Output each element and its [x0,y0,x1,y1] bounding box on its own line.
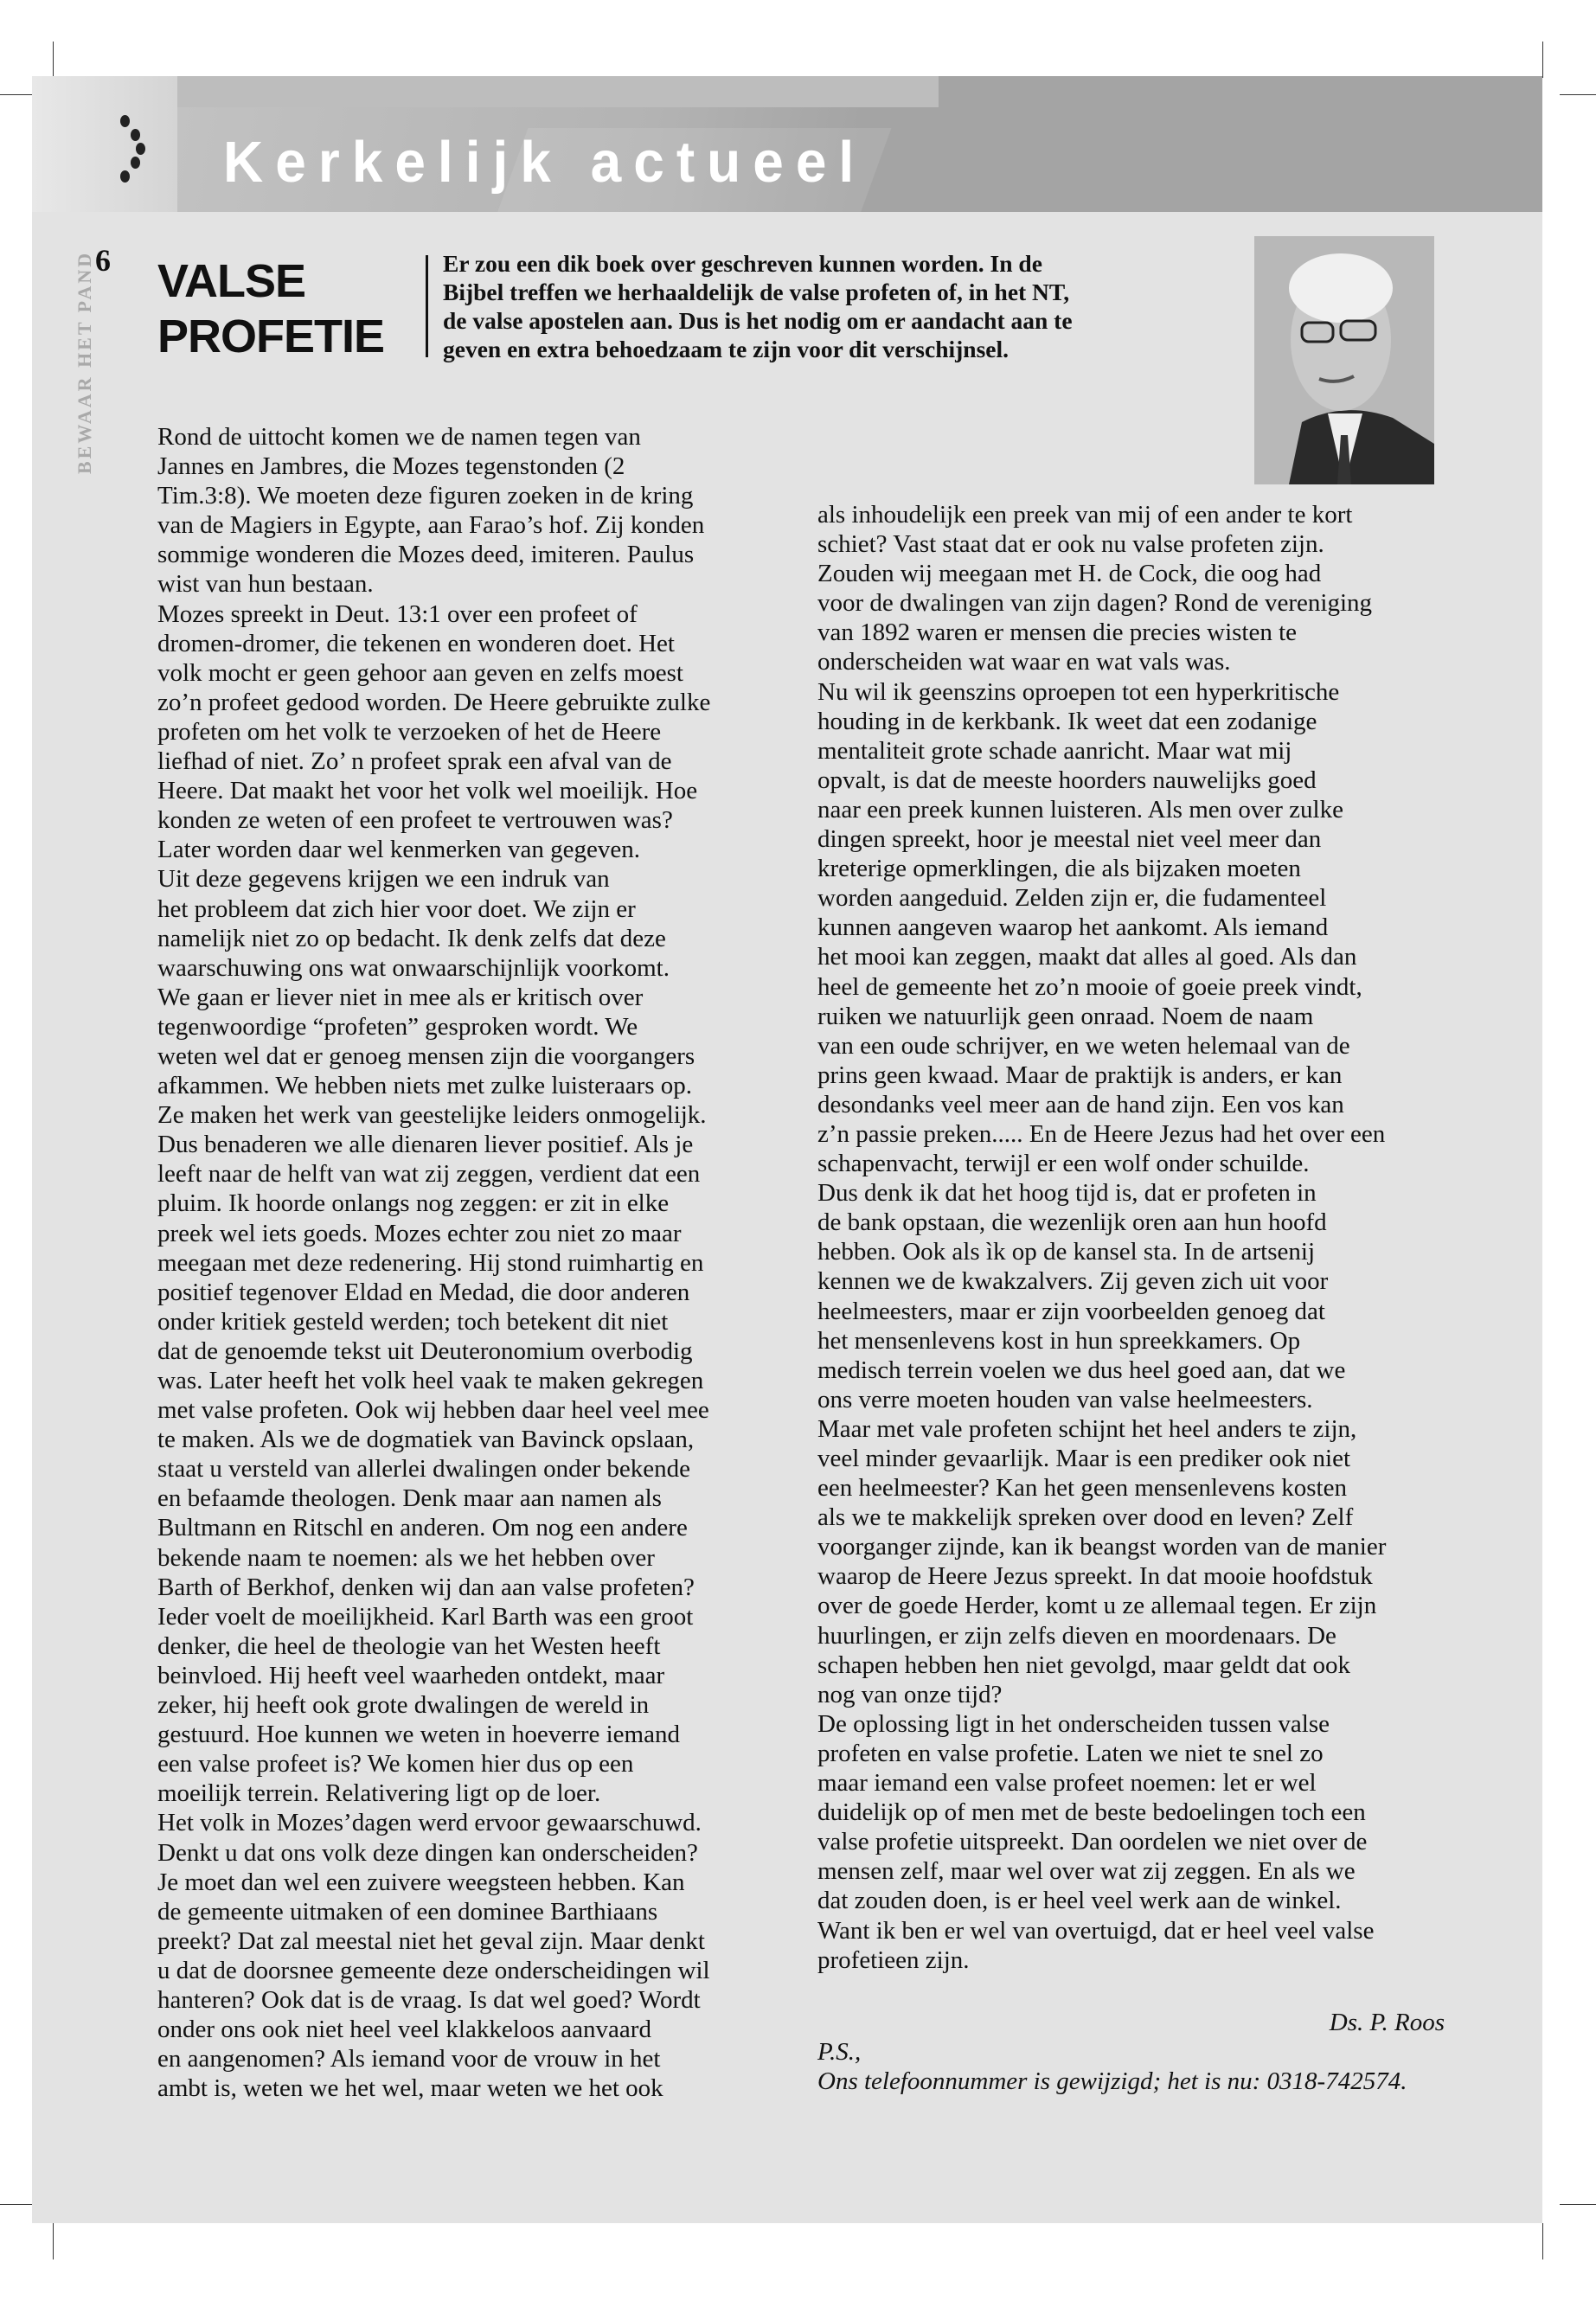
text-line: preekt? Dat zal meestal niet het geval zijn. Maar denkt [157,1926,705,1955]
crop-mark [1560,2204,1596,2205]
intro-line: geven en extra behoedzaam te zijn voor dit verschijnsel. [443,336,1010,362]
text-line: zo’n profeet gedood worden. De Heere gebruikte zulke [157,688,711,716]
text-line: en befaamde theologen. Denk maar aan namen als [157,1484,662,1513]
text-line: de bank opstaan, die wezenlijk oren aan hun hoofd [817,1208,1327,1237]
text-line: Uit deze gegevens krijgen we een indruk van [157,865,610,894]
text-line: duidelijk op of men met de beste bedoelingen toch een [817,1798,1366,1827]
text-line: weten wel dat er genoeg mensen zijn die voorgangers [157,1042,695,1070]
text-line: met valse profeten. Ook wij hebben daar heel veel mee [157,1396,709,1425]
text-line: konden ze weten of een profeet te vertrouwen was? [157,806,673,835]
text-line: schapen hebben hen niet gevolgd, maar geldt dat ook [817,1650,1351,1679]
text-line: Dus benaderen we alle dienaren liever positief. Als je [157,1131,694,1159]
text-line: staat u versteld van allerlei dwalingen onder bekende [157,1455,691,1484]
text-line: maar iemand een valse profeet noemen: let er wel [817,1769,1317,1798]
magazine-page [32,76,1542,2223]
crop-mark [53,42,54,78]
text-line: naar een preek kunnen luisteren. Als men over zulke [817,795,1343,824]
text-line: wist van hun bestaan. [157,570,374,599]
text-line: de gemeente uitmaken of een dominee Barthiaans [157,1897,658,1926]
article-heading [157,253,384,364]
text-line: profeten om het volk te verzoeken of het de Heere [157,717,662,746]
text-line: het mooi kan zeggen, maakt dat alles al goed. Als dan [817,943,1357,971]
text-line: heel de gemeente het zo’n mooie of goeie preek vindt, [817,972,1362,1001]
intro-line: Bijbel treffen we herhaaldelijk de valse profeten of, in het NT, [443,279,1070,305]
text-line: kunnen aangeven waarop het aankomt. Als iemand [817,913,1329,942]
text-line: We gaan er liever niet in mee als er kritisch over [157,983,644,1011]
banner-strip [177,76,939,107]
text-line: opvalt, is dat de meeste hoorders nauwelijks goed [817,766,1317,794]
text-line: het mensenlevens kost in hun spreekkamers. Op [817,1326,1301,1355]
text-line: tegenwoordige “profeten” gesproken wordt. We [157,1012,638,1041]
text-line: beinvloed. Hij heeft veel waarheden ontdekt, maar [157,1661,665,1689]
text-line: Maar met vale profeten schijnt het heel anders te zijn, [817,1414,1357,1443]
text-line: veel minder gevaarlijk. Maar is een prediker ook niet [817,1445,1351,1472]
text-line: een valse profeet is? We komen hier dus op een [157,1750,634,1779]
text-line: Nu wil ik geenszins oproepen tot een hyperkritische [817,677,1340,706]
text-line: worden aangeduid. Zelden zijn er, die fudamenteel [817,884,1327,913]
text-line: dromen-dromer, die tekenen en wonderen doet. Het [157,629,675,657]
text-line: Rond de uittocht komen we de namen tegen van [157,423,641,451]
text-line: waarop de Heere Jezus spreekt. In dat mooie hoofdstuk [817,1562,1373,1591]
text-line: ons verre moeten houden van valse heelmeesters. [817,1385,1313,1413]
ps-text: Ons telefoonnummer is gewijzigd; het is nu: 0318-742574. [817,2067,1407,2095]
text-line: hebben. Ook als ìk op de kansel sta. In de artsenij [817,1238,1316,1266]
author-signature: Ds. P. Roos [1329,2009,1445,2036]
text-line: onder ons ook niet heel veel klakkeloos aanvaard [157,2016,651,2044]
crop-mark [0,2204,36,2205]
text-line: als we te makkelijk spreken over dood en leven? Zelf [817,1503,1354,1532]
text-line: gestuurd. Hoe kunnen we weten in hoeverre iemand [157,1721,680,1749]
text-line: dingen spreekt, hoor je meestal niet veel meer dan [817,825,1322,854]
text-line: afkammen. We hebben niets met zulke luisteraars op. [157,1072,693,1100]
crop-mark [0,94,36,95]
text-line: huurlingen, er zijn zelfs dieven en moordenaars. De [817,1621,1336,1650]
header-left-panel [32,76,177,212]
text-line: moeilijk terrein. Relativering ligt op de loer. [157,1779,601,1808]
text-line: Later worden daar wel kenmerken van gegeven. [157,836,640,864]
text-line: Tim.3:8). We moeten deze figuren zoeken in de kring [157,482,694,510]
section-title: Kerkelijk actueel [223,129,867,195]
text-line: dat zouden doen, is er heel veel werk aan de winkel. [817,1887,1342,1915]
text-line: denker, die heel de theologie van het Westen heeft [157,1631,661,1660]
text-line: Ze maken het werk van geestelijke leiders onmogelijk. [157,1101,707,1130]
text-line: preek wel iets goeds. Mozes echter zou niet zo maar [157,1219,682,1247]
text-line: Jannes en Jambres, die Mozes tegenstonden (2 [157,452,625,481]
text-line: desondanks veel meer aan de hand zijn. Een vos kan [817,1090,1344,1118]
text-line: van 1892 waren er mensen die precies wisten te [817,619,1298,647]
article-column-right [817,500,1386,1975]
text-line: bekende naam te noemen: als we het hebben over [157,1543,655,1572]
text-line: Heere. Dat maakt het voor het volk wel moeilijk. Hoe [157,777,698,805]
text-line: Ieder voelt de moeilijkheid. Karl Barth was een groot [157,1602,694,1631]
text-line: Dus denk ik dat het hoog tijd is, dat er profeten in [817,1179,1317,1208]
text-line: pluim. Ik hoorde onlangs nog zeggen: er zit in elke [157,1189,670,1218]
text-line: ambt is, weten we het wel, maar weten we het ook [157,2074,663,2103]
heading-line: VALSE [157,255,306,307]
article-intro [443,249,1239,363]
divider [426,255,428,357]
text-line: positief tegenover Eldad en Medad, die door anderen [157,1278,690,1306]
crop-mark [1560,94,1596,95]
text-line: nog van onze tijd? [817,1680,1003,1708]
author-portrait-photo [1254,236,1434,484]
text-line: voor de dwalingen van zijn dagen? Rond de vereniging [817,589,1373,618]
text-line: sommige wonderen die Mozes deed, imiteren. Paulus [157,541,695,569]
text-line: ruiken we natuurlijk geen onraad. Noem de naam [817,1002,1314,1030]
text-line: profeten en valse profetie. Laten we niet te snel zo [817,1739,1324,1767]
text-line: waarschuwing ons wat onwaarschijnlijk voorkomt. [157,953,670,982]
text-line: Want ik ben er wel van overtuigd, dat er heel veel valse [817,1916,1375,1945]
text-line: leeft naar de helft van wat zij zeggen, verdient dat een [157,1160,701,1189]
text-line: medisch terrein voelen we dus heel goed aan, dat we [817,1356,1346,1384]
text-line: over de goede Herder, komt u ze allemaal tegen. Er zijn [817,1592,1377,1620]
text-line: was. Later heeft het volk heel vaak te maken gekregen [157,1367,704,1394]
text-line: schiet? Vast staat dat er ook nu valse profeten zijn. [817,530,1324,559]
text-line: onderscheiden wat waar en wat vals was. [817,648,1231,676]
text-line: schapenvacht, terwijl er een wolf onder schuilde. [817,1150,1310,1178]
text-line: een heelmeester? Kan het geen mensenlevens kosten [817,1474,1347,1503]
text-line: hanteren? Ook dat is de vraag. Is dat wel goed? Wordt [157,1985,701,2014]
text-line: kreterige opmerklingen, die als bijzaken moeten [817,855,1301,883]
text-line: liefhad of niet. Zo’ n profeet sprak een afval van de [157,747,672,776]
text-line: te maken. Als we de dogmatiek van Bavinck opslaan, [157,1426,695,1454]
text-line: het probleem dat zich hier voor doet. We zijn er [157,894,636,923]
crop-mark [1542,42,1543,78]
intro-line: Er zou een dik boek over geschreven kunnen worden. In de [443,250,1042,277]
text-line: Barth of Berkhof, denken wij dan aan valse profeten? [157,1573,695,1601]
article-column-left [157,422,710,2103]
text-line: mentaliteit grote schade aanricht. Maar wat mij [817,736,1292,765]
text-line: zeker, hij heeft ook grote dwalingen de wereld in [157,1691,650,1720]
crop-mark [1542,2223,1543,2259]
text-line: van de Magiers in Egypte, aan Farao’s hof. Zij konden [157,511,705,540]
text-line: kennen we de kwakzalvers. Zij geven zich uit voor [817,1267,1329,1296]
intro-line: de valse apostelen aan. Dus is het nodig om er aandacht aan te [443,307,1073,334]
text-line: u dat de doorsnee gemeente deze onderscheidingen wil [157,1956,710,1984]
text-line: Mozes spreekt in Deut. 13:1 over een profeet of [157,599,638,628]
text-line: z’n passie preken..... En de Heere Jezus had het over een [817,1119,1386,1148]
text-line: volk mocht er geen gehoor aan geven en zelfs moest [157,658,683,687]
text-line: mensen zelf, maar wel over wat zij zeggen. En als we [817,1857,1356,1886]
text-line: profetieen zijn. [817,1945,970,1974]
text-line: meegaan met deze redenering. Hij stond ruimhartig en [157,1248,704,1277]
text-line: heelmeesters, maar er zijn voorbeelden genoeg dat [817,1297,1325,1325]
text-line: valse profetie uitspreekt. Dan oordelen we niet over de [817,1828,1368,1856]
text-line: Het volk in Mozes’dagen werd ervoor gewaarschuwd. [157,1809,702,1837]
text-line: houding in de kerkbank. Ik weet dat een zodanige [817,707,1317,735]
text-line: onder kritiek gesteld werden; toch betekent dit niet [157,1307,669,1336]
text-line: prins geen kwaad. Maar de praktijk is anders, er kan [817,1061,1343,1089]
text-line: Denkt u dat ons volk deze dingen kan onderscheiden? [157,1838,698,1867]
page-number: 6 [95,243,111,278]
side-label: BEWAAR HET PAND [74,250,95,474]
text-line: voorganger zijnde, kan ik beangst worden van de manier [817,1533,1387,1561]
text-line: Bultmann en Ritschl en anderen. Om nog een andere [157,1514,688,1542]
text-line: namelijk niet zo op bedacht. Ik denk zelfs dat deze [157,924,666,952]
text-line: van een oude schrijver, en we weten helemaal van de [817,1031,1350,1060]
text-line: Zouden wij meegaan met H. de Cock, die oog had [817,560,1322,588]
crop-mark [53,2223,54,2259]
dots-logo-icon [119,115,153,184]
text-line: dat de genoemde tekst uit Deuteronomium overbodig [157,1336,693,1365]
heading-line: PROFETIE [157,311,385,362]
text-line: De oplossing ligt in het onderscheiden tussen valse [817,1709,1330,1738]
text-line: en aangenomen? Als iemand voor de vrouw in het [157,2045,661,2073]
text-line: als inhoudelijk een preek van mij of een ander te kort [817,501,1353,529]
text-line: Je moet dan wel een zuivere weegsteen hebben. Kan [157,1868,685,1896]
ps-label: P.S., [817,2038,862,2066]
